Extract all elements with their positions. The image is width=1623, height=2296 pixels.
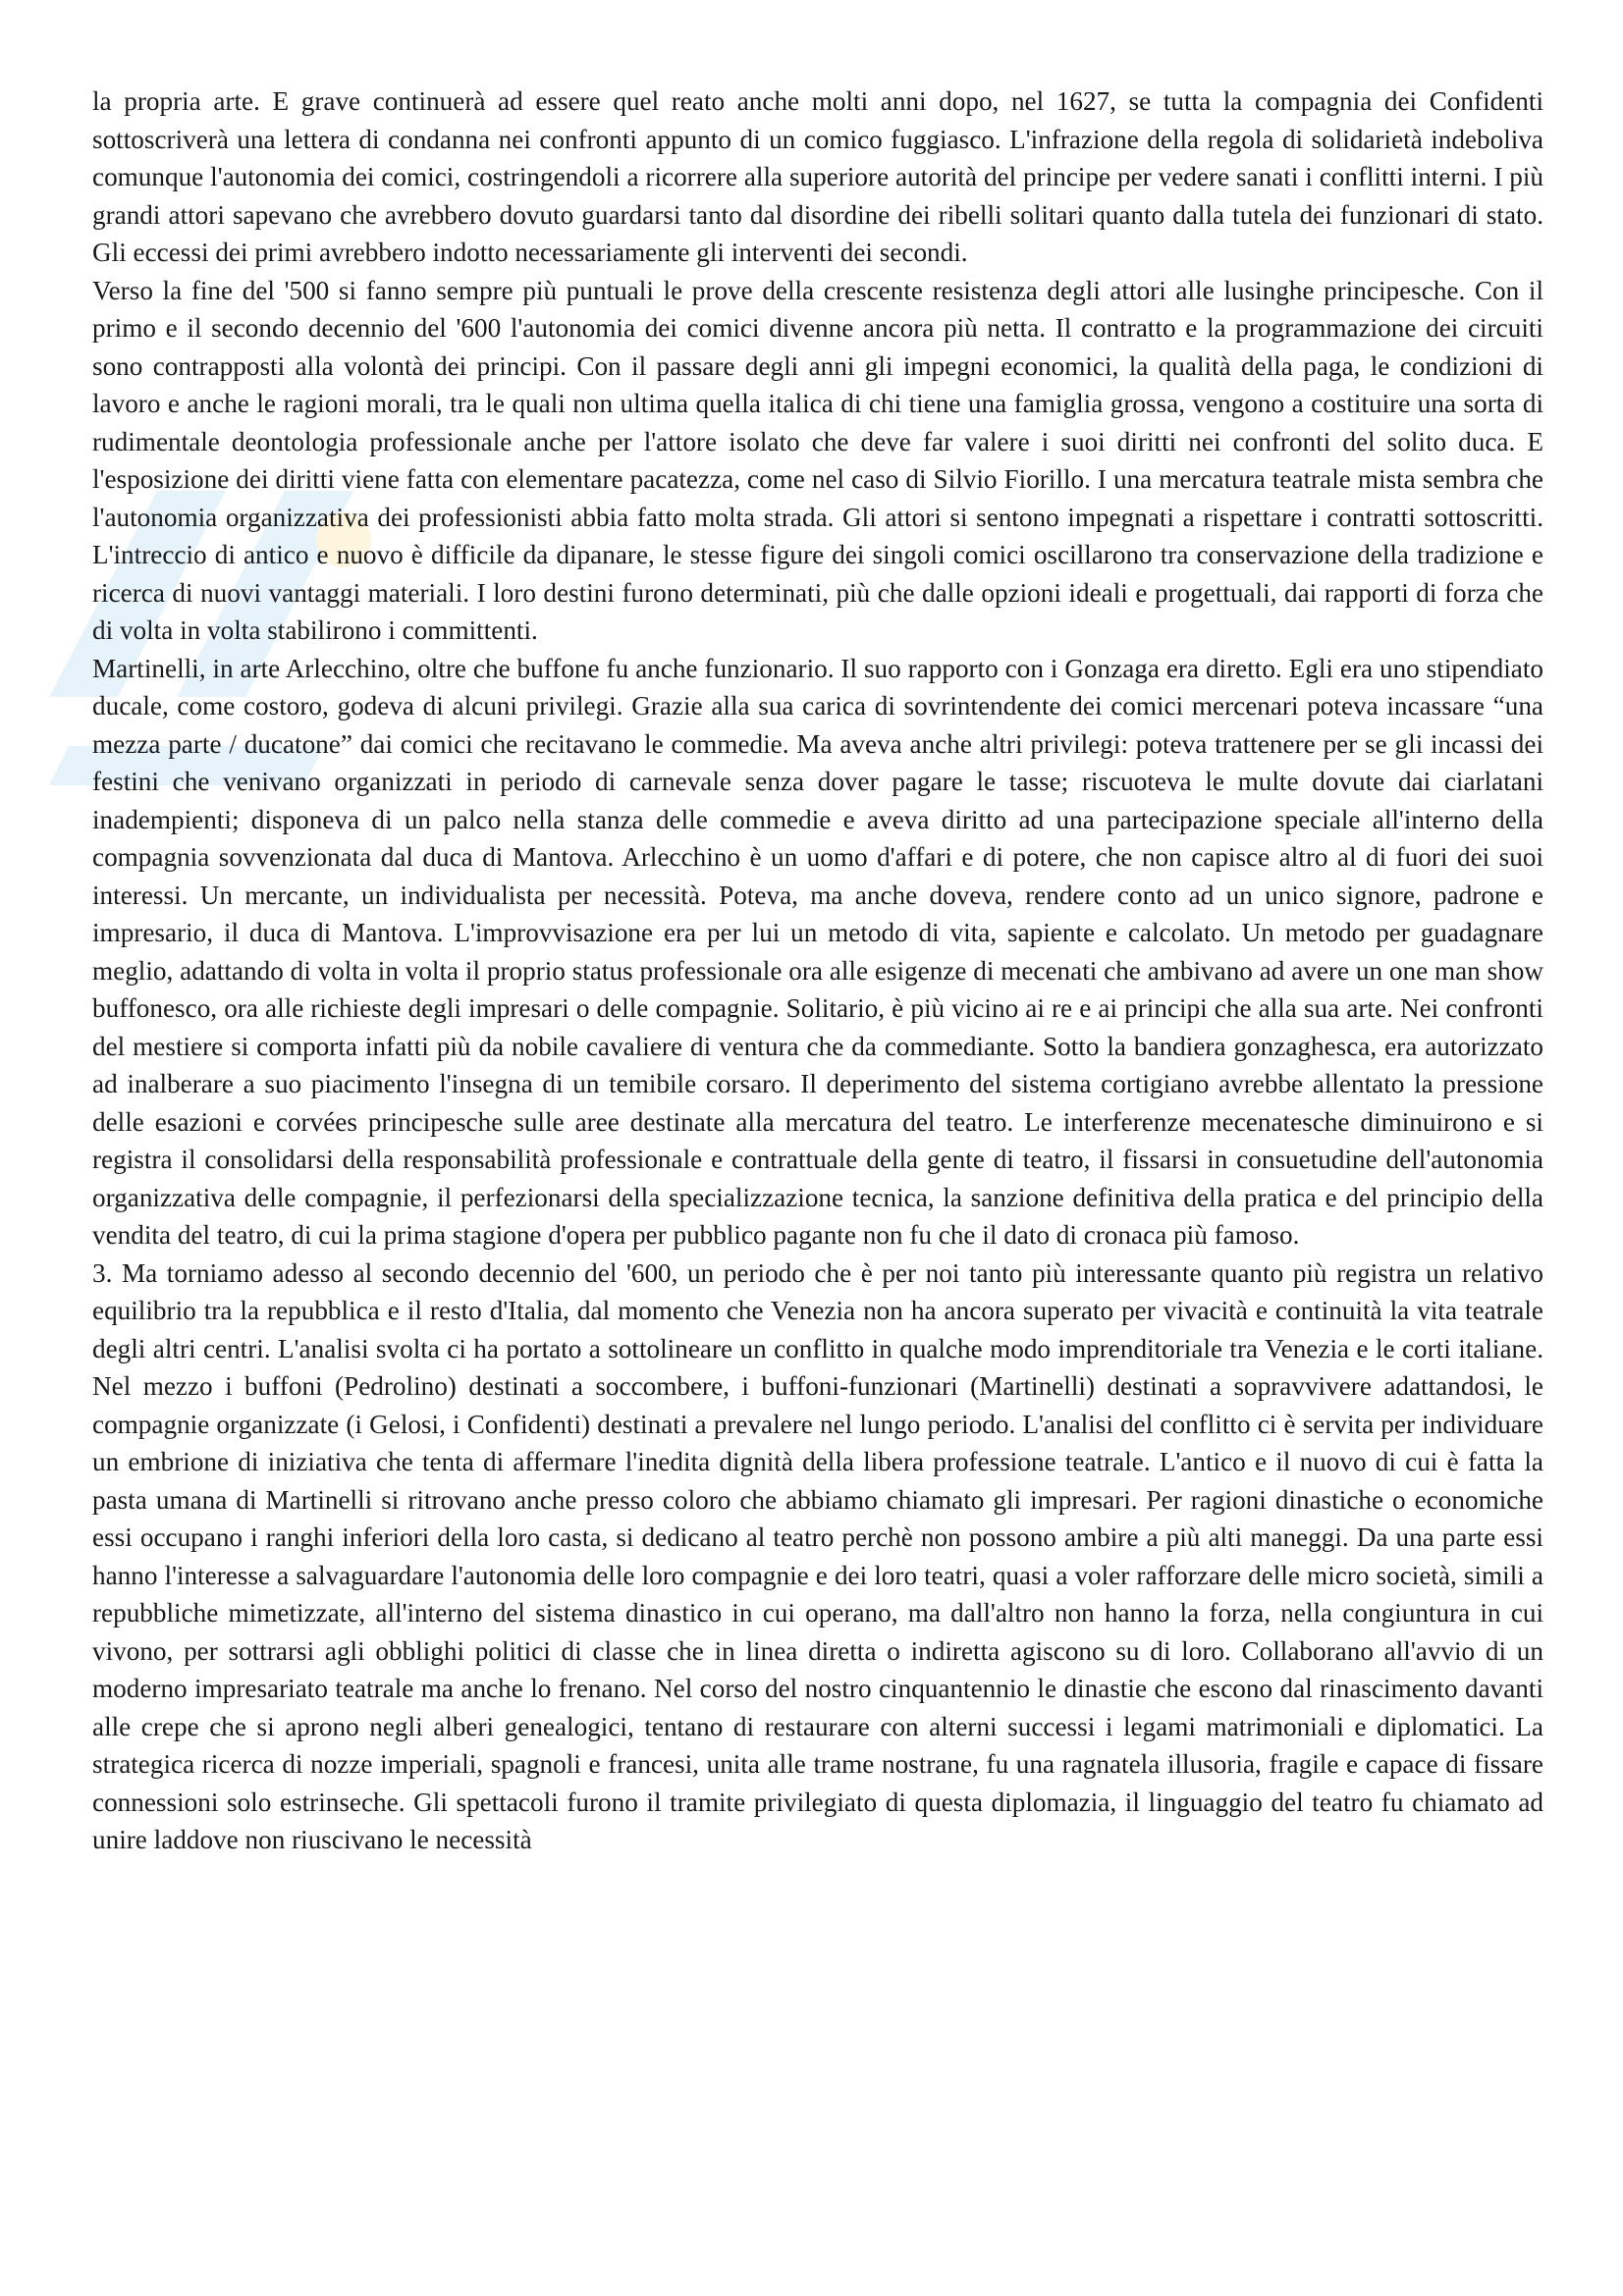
paragraph-4: 3. Ma torniamo adesso al secondo decennio del '600, un periodo che è per noi tanto più interessante quanto più registra un relativo equilibrio tra la repubblica e il resto d'Italia, dal momento che Venezia non ha ancora superato per vivacità e continuità la vita teatrale degli altri centri. L'analisi svolta ci ha portato a sottolineare un conflitto in qualche modo imprenditoriale tra Venezia e le corti italiane. Nel mezzo i buffoni (Pedrolino) destinati a soccombere, i buffoni-funzionari (Martinelli) destinati a sopravvivere adattandosi, le compagnie organizzate (i Gelosi, i Confidenti) destinati a prevalere nel lungo periodo. L'analisi del conflitto ci è servita per individuare un embrione di iniziativa che tenta di affermare l'inedita dignità della libera professione teatrale. L'antico e il nuovo di cui è fatta la pasta umana di Martinelli si ritrovano anche presso coloro che abbiamo chiamato gli impresari. Per ragioni dinastiche o economiche essi occupano i ranghi inferiori della loro casta, si dedicano al teatro perchè non possono ambire a più alti maneggi. Da una parte essi hanno l'interesse a salvaguardare l'autonomia delle loro compagnie e dei loro teatri, quasi a voler rafforzare delle micro società, simili a repubbliche mimetizzate, all'interno del sistema dinastico in cui operano, ma dall'altro non hanno la forza, nella congiuntura in cui vivono, per sottrarsi agli obblighi politici di classe che in linea diretta o indiretta agiscono su di loro. Collaborano all'avvio di un moderno impresariato teatrale ma anche lo frenano. Nel corso del nostro cinquantennio le dinastie che escono dal rinascimento davanti alle crepe che si aprono negli alberi genealogici, tentano di restaurare con alterni successi i legami matrimoniali e diplomatici. La strategica ricerca di nozze imperiali, spagnoli e francesi, unita alle trame nostrane, fu una ragnatela illusoria, fragile e capace di fissare connessioni solo estrinseche. Gli spettacoli furono il tramite privilegiato di questa diplomazia, il linguaggio del teatro fu chiamato ad unire laddove non riuscivano le necessità	[92, 1257, 1543, 1854]
paragraph-3: Martinelli, in arte Arlecchino, oltre che buffone fu anche funzionario. Il suo rapporto con i Gonzaga era diretto. Egli era uno stipendiato ducale, come costoro, godeva di alcuni privilegi. Grazie alla sua carica di sovrintendente dei comici mercenari poteva incassare “una mezza parte / ducatone” dai comici che recitavano le commedie. Ma aveva anche altri privilegi: poteva trattenere per se gli incassi dei festini che venivano organizzati in periodo di carnevale senza dover pagare le tasse; riscuoteva le multe dovute dai ciarlatani inadempienti; disponeva di un palco nella stanza delle commedie e aveva diritto ad una partecipazione speciale all'interno della compagnia sovvenzionata dal duca di Mantova. Arlecchino è un uomo d'affari e di potere, che non capisce altro al di fuori dei suoi interessi. Un mercante, un individualista per necessità. Poteva, ma anche doveva, rendere conto ad un unico signore, padrone e impresario, il duca di Mantova. L'improvvisazione era per lui un metodo di vita, sapiente e calcolato. Un metodo per guadagnare meglio, adattando di volta in volta il proprio status professionale ora alle esigenze di mecenati che ambivano ad avere un one man show buffonesco, ora alle richieste degli impresari o delle compagnie. Solitario, è più vicino ai re e ai principi che alla sua arte. Nei confronti del mestiere si comporta infatti più da nobile cavaliere di ventura che da commediante. Sotto la bandiera gonzaghesca, era autorizzato ad inalberare a suo piacimento l'insegna di un temibile corsaro. Il deperimento del sistema cortigiano avrebbe allentato la pressione delle esazioni e corvées principesche sulle aree destinate alla mercatura del teatro. Le interferenze mecenatesche diminuirono e si registra il consolidarsi della responsabilità professionale e contrattuale della gente di teatro, il fissarsi in consuetudine dell'autonomia organizzativa delle compagnie, il perfezionarsi della specializzazione tecnica, la sanzione definitiva della pratica e del principio della vendita del teatro, di cui la prima stagione d'opera per pubblico pagante non fu che il dato di cronaca più famoso.	[92, 653, 1543, 1250]
document-body	[92, 82, 1543, 1859]
paragraph-1: la propria arte. E grave continuerà ad essere quel reato anche molti anni dopo, nel 1627, se tutta la compagnia dei Confidenti sottoscriverà una lettera di condanna nei confronti appunto di un comico fuggiasco. L'infrazione della regola di solidarietà indeboliva comunque l'autonomia dei comici, costringendoli a ricorrere alla superiore autorità del principe per vedere sanati i conflitti interni. I più grandi attori sapevano che avrebbero dovuto guardarsi tanto dal disordine dei ribelli solitari quanto dalla tutela dei funzionari di stato. Gli eccessi dei primi avrebbero indotto necessariamente gli interventi dei secondi.	[92, 86, 1543, 267]
paragraph-2: Verso la fine del '500 si fanno sempre più puntuali le prove della crescente resistenza degli attori alle lusinghe principesche. Con il primo e il secondo decennio del '600 l'autonomia dei comici divenne ancora più netta. Il contratto e la programmazione dei circuiti sono contrapposti alla volontà dei principi. Con il passare degli anni gli impegni economici, la qualità della paga, le condizioni di lavoro e anche le ragioni morali, tra le quali non ultima quella italica di chi tiene una famiglia grossa, vengono a costituire una sorta di rudimentale deontologia professionale anche per l'attore isolato che deve far valere i suoi diritti nei confronti del solito duca. E l'esposizione dei diritti viene fatta con elementare pacatezza, come nel caso di Silvio Fiorillo. I una mercatura teatrale mista sembra che l'autonomia organizzativa dei professionisti abbia fatto molta strada. Gli attori si sentono impegnati a rispettare i contratti sottoscritti. L'intreccio di antico e nuovo è difficile da dipanare, le stesse figure dei singoli comici oscillarono tra conservazione della tradizione e ricerca di nuovi vantaggi materiali. I loro destini furono determinati, più che dalle opzioni ideali e progettuali, dai rapporti di forza che di volta in volta stabilirono i committenti.	[92, 275, 1543, 645]
